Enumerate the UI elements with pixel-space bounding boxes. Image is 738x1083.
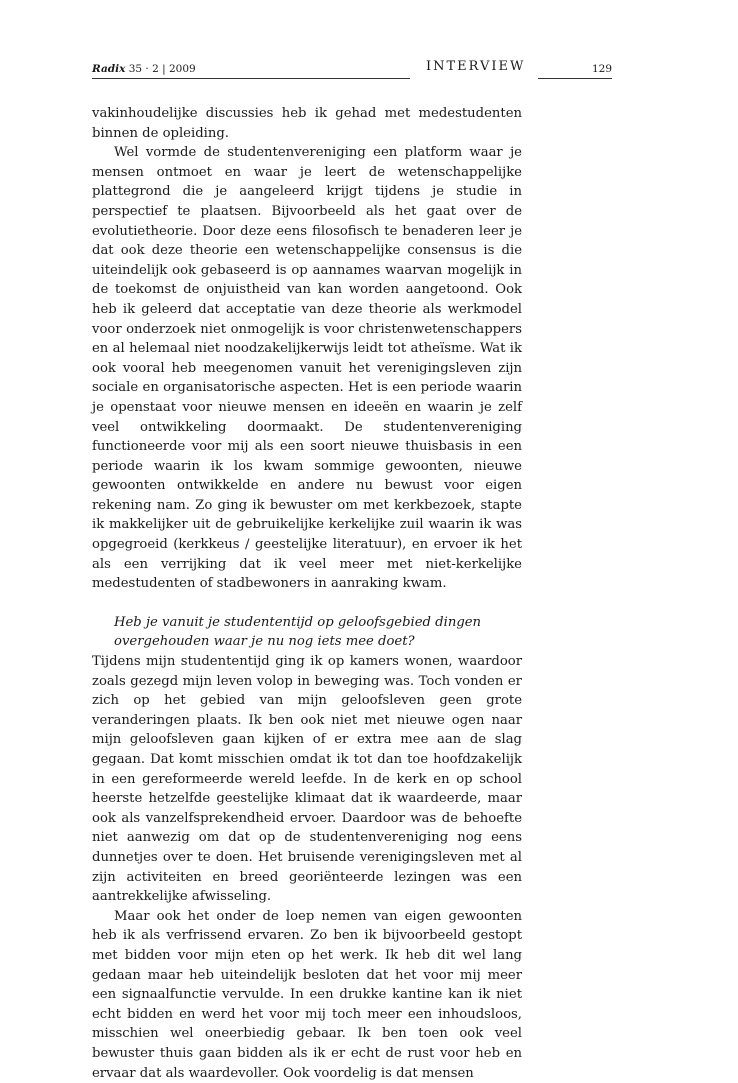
journal-citation <box>92 63 410 79</box>
page-number: 129 <box>538 63 612 79</box>
running-header <box>92 59 612 81</box>
paragraph: Maar ook het onder de loep nemen van eigen gewoonten heb ik als verfrissend ervaren. Zo ben ik bijvoorbeeld gestopt met bidden voor mijn eten op het werk. Ik heb dit wel lang gedaan maar heb uiteindelijk besloten dat het voor mij meer een signaalfunctie vervulde. In een drukke kantine kan ik niet echt bidden en werd het voor mij toch meer een inhoudsloos, misschien wel oneerbiedig gebaar. Ik ben toen ook veel bewuster thuis gaan bidden als ik er echt de rust voor heb en ervaar dat als waardevoller. Ook voordelig is dat mensen <box>92 908 522 1081</box>
paragraph-continuation: vakinhoudelijke discussies heb ik gehad met medestudenten binnen de opleiding. <box>92 106 522 141</box>
answer-paragraph: Tijdens mijn studententijd ging ik op kamers wonen, waardoor zoals gezegd mijn leven volop in beweging was. Toch vonden er zich op het gebied van mijn geloofsleven geen grote veranderingen plaats. Ik ben ook niet met nieuwe ogen naar mijn geloofsleven gaan kijken of er extra mee aan de slag gegaan. Dat komt misschien omdat ik tot dan toe hoofdzakelijk in een gereformeerde wereld leefde. In de kerk en op school heerste hetzelfde geestelijke klimaat dat ik waardeerde, maar ook als vanzelfsprekendheid ervoer. Daardoor was de behoefte niet aanwezig om dat op de studentenvereniging nog eens dunnetjes over te doen. Het bruisende verenigingsleven met al zijn activiteiten en breed georiënteerde lezingen was een aantrekkelijke afwisseling. <box>92 654 522 905</box>
journal-name: Radix <box>92 63 126 75</box>
interview-question: Heb je vanuit je studententijd op geloofsgebied dingen overgehouden waar je nu nog iets mee doet? <box>114 614 482 650</box>
section-title: INTERVIEW <box>426 59 526 74</box>
article-body <box>92 104 522 1083</box>
journal-issue: 35 · 2 | 2009 <box>128 63 196 75</box>
paragraph: Wel vormde de studentenvereniging een platform waar je mensen ontmoet en waar je leert de wetenschappelijke plattegrond die je aangeleerd krijgt tijdens je studie in perspectief te plaatsen. Bijvoorbeeld als het gaat over de evolutietheorie. Door deze eens filosofisch te benaderen leer je dat ook deze theorie een wetenschappelijke consensus is die uiteindelijk ook gebaseerd is op aannames waarvan mogelijk in de toekomst de onjuistheid van kan worden aangetoond. Ook heb ik geleerd dat acceptatie van deze theorie als werkmodel voor onderzoek niet onmogelijk is voor christenwetenschappers en al helemaal niet noodzakelijkerwijs leidt tot atheïsme. Wat ik ook vooral heb meegenomen vanuit het verenigingsleven zijn sociale en organisatorische aspecten. Het is een periode waarin je openstaat voor nieuwe mensen en ideeën en waarin je zelf veel ontwikkeling doormaakt. De studentenvereniging functioneerde voor mij als een soort nieuwe thuisbasis in een periode waarin ik los kwam sommige gewoonten, nieuwe gewoonten ontwikkelde en andere nu bewust voor eigen rekening nam. Zo ging ik bewuster om met kerkbezoek, stapte ik makkelijker uit de gebruikelijke kerkelijke zuil waarin ik was opgegroeid (kerkkeus / geestelijke literatuur), en ervoer ik het als een verrijking dat ik veel meer met niet-kerkelijke medestudenten of stadbewoners in aanraking kwam. <box>92 145 522 592</box>
